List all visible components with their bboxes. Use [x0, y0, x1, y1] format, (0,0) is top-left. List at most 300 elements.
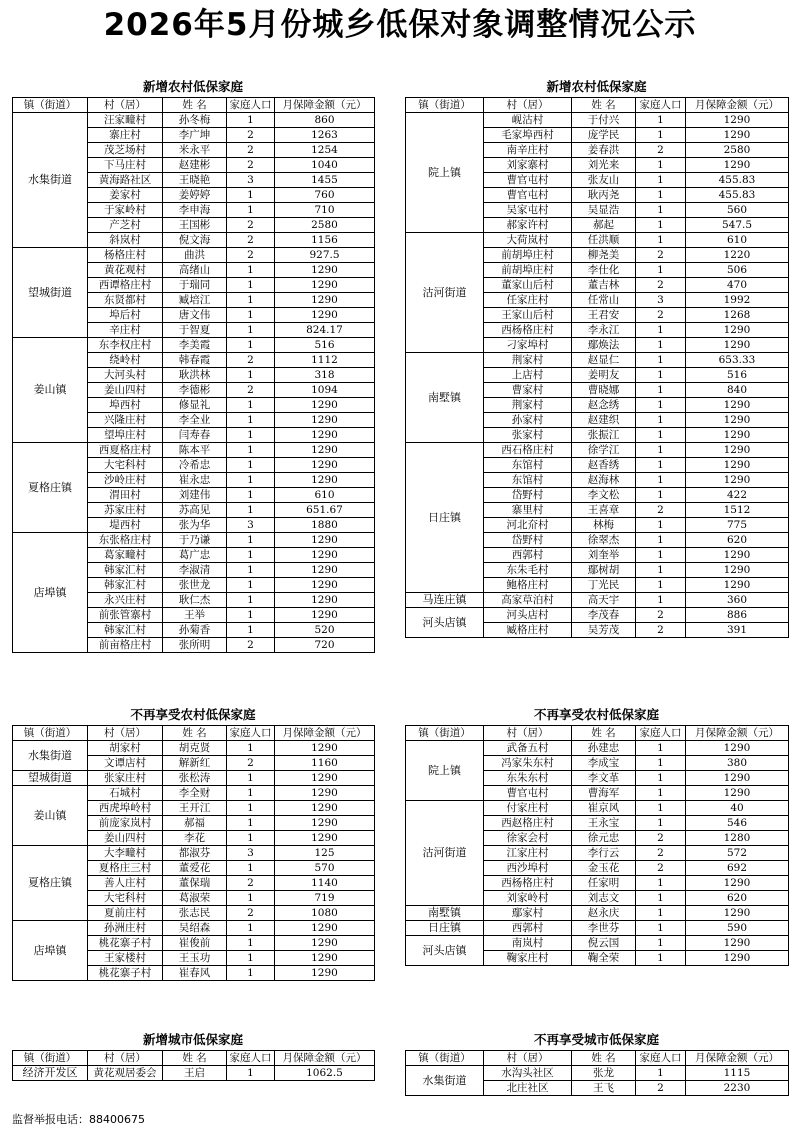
amount-cell: 1290 — [686, 771, 789, 786]
household-size-cell: 2 — [636, 278, 686, 293]
town-cell: 店埠镇 — [13, 921, 88, 981]
amount-cell: 1290 — [275, 936, 375, 951]
name-cell: 徐翠杰 — [572, 533, 636, 548]
table-row — [406, 936, 789, 951]
village-cell: 郝家许村 — [484, 218, 572, 233]
amount-cell: 1290 — [275, 428, 375, 443]
name-cell: 王君安 — [572, 308, 636, 323]
amount-cell: 1156 — [275, 233, 375, 248]
household-size-cell: 1 — [227, 503, 275, 518]
name-cell: 张友山 — [572, 173, 636, 188]
village-cell: 徐家会村 — [484, 831, 572, 846]
household-size-cell: 1 — [636, 548, 686, 563]
amount-cell: 1290 — [686, 338, 789, 353]
amount-cell: 1290 — [686, 741, 789, 756]
amount-cell: 1290 — [275, 801, 375, 816]
amount-cell: 1290 — [275, 741, 375, 756]
household-size-cell: 1 — [227, 473, 275, 488]
household-size-cell: 2 — [636, 248, 686, 263]
amount-cell: 2230 — [686, 1081, 789, 1096]
village-cell: 刁家埠村 — [484, 338, 572, 353]
household-size-cell: 1 — [636, 383, 686, 398]
village-cell: 东张格庄村 — [88, 533, 163, 548]
amount-cell: 1290 — [275, 951, 375, 966]
household-size-cell: 1 — [227, 771, 275, 786]
amount-cell: 1280 — [686, 831, 789, 846]
household-size-cell: 1 — [636, 921, 686, 936]
table-row — [406, 593, 789, 608]
amount-cell: 2580 — [686, 143, 789, 158]
name-cell: 王开江 — [163, 801, 227, 816]
name-cell: 徐学江 — [572, 443, 636, 458]
name-cell: 赵建织 — [572, 413, 636, 428]
header-town: 镇（街道） — [406, 726, 484, 741]
village-cell: 姜家村 — [88, 188, 163, 203]
household-size-cell: 1 — [636, 128, 686, 143]
village-cell: 岱野村 — [484, 488, 572, 503]
name-cell: 张世龙 — [163, 578, 227, 593]
amount-cell: 1263 — [275, 128, 375, 143]
village-cell: 大荷岚村 — [484, 233, 572, 248]
table-row — [406, 353, 789, 368]
village-cell: 桃花寨子村 — [88, 936, 163, 951]
name-cell: 王飞 — [572, 1081, 636, 1096]
town-cell: 南墅镇 — [406, 906, 484, 921]
household-size-cell: 2 — [636, 831, 686, 846]
amount-cell: 1290 — [275, 563, 375, 578]
amount-cell: 1268 — [686, 308, 789, 323]
town-cell: 水集街道 — [13, 113, 88, 248]
name-cell: 张龙 — [572, 1066, 636, 1081]
name-cell: 修显礼 — [163, 398, 227, 413]
village-cell: 孙家村 — [484, 413, 572, 428]
amount-cell: 860 — [275, 113, 375, 128]
village-cell: 绕岭村 — [88, 353, 163, 368]
household-size-cell: 2 — [636, 503, 686, 518]
household-size-cell: 1 — [227, 488, 275, 503]
amount-cell: 1290 — [686, 458, 789, 473]
village-cell: 董家山后村 — [484, 278, 572, 293]
village-cell: 杨格庄村 — [88, 248, 163, 263]
table-row — [13, 846, 375, 861]
village-cell: 上店村 — [484, 368, 572, 383]
village-cell: 曹官屯村 — [484, 786, 572, 801]
household-size-cell: 2 — [227, 158, 275, 173]
section-removed-urban — [405, 1030, 788, 1096]
household-size-cell: 1 — [227, 323, 275, 338]
section-new-rural-right — [405, 77, 788, 638]
amount-cell: 360 — [686, 593, 789, 608]
amount-cell: 40 — [686, 801, 789, 816]
amount-cell: 1080 — [275, 906, 375, 921]
village-cell: 前亩格庄村 — [88, 638, 163, 653]
household-size-cell: 1 — [227, 921, 275, 936]
village-cell: 斜岚村 — [88, 233, 163, 248]
section-title: 新增城市低保家庭 — [142, 1032, 243, 1047]
town-cell: 夏格庄镇 — [13, 443, 88, 533]
name-cell: 曲洪 — [163, 248, 227, 263]
name-cell: 李花 — [163, 831, 227, 846]
household-size-cell: 1 — [636, 368, 686, 383]
household-size-cell: 1 — [227, 428, 275, 443]
village-cell: 刘家岭村 — [484, 891, 572, 906]
household-size-cell: 2 — [636, 1081, 686, 1096]
table-row — [406, 1066, 789, 1081]
village-cell: 西郭村 — [484, 921, 572, 936]
name-cell: 张振江 — [572, 428, 636, 443]
hotline-footer: 监督举报电话：88400675 — [12, 1113, 145, 1126]
table-header-row — [13, 726, 375, 741]
household-size-cell: 2 — [227, 248, 275, 263]
household-size-cell: 1 — [636, 218, 686, 233]
name-cell: 王喜章 — [572, 503, 636, 518]
table-row — [13, 443, 375, 458]
village-cell: 鄢家村 — [484, 906, 572, 921]
village-cell: 王家楼村 — [88, 951, 163, 966]
name-cell: 崔春风 — [163, 966, 227, 981]
amount-cell: 1290 — [275, 278, 375, 293]
village-cell: 王家山后村 — [484, 308, 572, 323]
amount-cell: 719 — [275, 891, 375, 906]
amount-cell: 775 — [686, 518, 789, 533]
name-cell: 姜明友 — [572, 368, 636, 383]
village-cell: 高家草泊村 — [484, 593, 572, 608]
name-cell: 赵建彬 — [163, 158, 227, 173]
name-cell: 倪云国 — [572, 936, 636, 951]
name-cell: 任洪顺 — [572, 233, 636, 248]
amount-cell: 1220 — [686, 248, 789, 263]
village-cell: 大宅科村 — [88, 891, 163, 906]
amount-cell: 1290 — [275, 308, 375, 323]
household-size-cell: 1 — [227, 1066, 275, 1081]
name-cell: 崔京风 — [572, 801, 636, 816]
table-row — [13, 338, 375, 353]
section-title: 新增农村低保家庭 — [142, 79, 243, 94]
village-cell: 毛家埠西村 — [484, 128, 572, 143]
name-cell: 耿洪林 — [163, 368, 227, 383]
name-cell: 任家明 — [572, 876, 636, 891]
name-cell: 耿仁杰 — [163, 593, 227, 608]
name-cell: 于瑞同 — [163, 278, 227, 293]
name-cell: 李淑清 — [163, 563, 227, 578]
household-size-cell: 1 — [227, 786, 275, 801]
name-cell: 陈本平 — [163, 443, 227, 458]
table-row — [406, 113, 789, 128]
header-town: 镇（街道） — [13, 98, 88, 113]
amount-cell: 1290 — [275, 263, 375, 278]
amount-cell: 570 — [275, 861, 375, 876]
household-size-cell: 1 — [636, 756, 686, 771]
header-household-size: 家庭人口 — [227, 98, 275, 113]
household-size-cell: 1 — [227, 801, 275, 816]
header-household-size: 家庭人口 — [636, 1051, 686, 1066]
amount-cell: 1455 — [275, 173, 375, 188]
amount-cell: 1140 — [275, 876, 375, 891]
amount-cell: 1290 — [686, 113, 789, 128]
amount-cell: 1290 — [275, 831, 375, 846]
household-size-cell: 2 — [227, 128, 275, 143]
name-cell: 鞠全荣 — [572, 951, 636, 966]
header-household-size: 家庭人口 — [636, 726, 686, 741]
amount-cell: 1094 — [275, 383, 375, 398]
amount-cell: 470 — [686, 278, 789, 293]
header-village: 村（居） — [484, 726, 572, 741]
amount-cell: 1290 — [686, 398, 789, 413]
household-size-cell: 1 — [636, 578, 686, 593]
household-size-cell: 1 — [227, 891, 275, 906]
header-monthly-amount: 月保障金额（元） — [686, 1051, 789, 1066]
village-cell: 东朱毛村 — [484, 563, 572, 578]
household-size-cell: 2 — [227, 383, 275, 398]
household-size-cell: 1 — [636, 801, 686, 816]
name-cell: 刘光来 — [572, 158, 636, 173]
village-cell: 任家庄村 — [484, 293, 572, 308]
header-name: 姓 名 — [163, 726, 227, 741]
village-cell: 辛庄村 — [88, 323, 163, 338]
amount-cell: 1290 — [686, 876, 789, 891]
household-size-cell: 3 — [227, 518, 275, 533]
header-village: 村（居） — [88, 98, 163, 113]
amount-cell: 1290 — [686, 323, 789, 338]
section-title: 不再享受农村低保家庭 — [130, 707, 256, 722]
name-cell: 董吉林 — [572, 278, 636, 293]
amount-cell: 391 — [686, 623, 789, 638]
amount-cell: 1290 — [686, 578, 789, 593]
table-row — [406, 741, 789, 756]
amount-cell: 824.17 — [275, 323, 375, 338]
amount-cell: 422 — [686, 488, 789, 503]
amount-cell: 1290 — [686, 906, 789, 921]
name-cell: 于付兴 — [572, 113, 636, 128]
name-cell: 臧培江 — [163, 293, 227, 308]
village-cell: 石城村 — [88, 786, 163, 801]
name-cell: 李美霞 — [163, 338, 227, 353]
name-cell: 吴显浩 — [572, 203, 636, 218]
amount-cell: 455.83 — [686, 188, 789, 203]
household-size-cell: 1 — [227, 816, 275, 831]
section-title: 新增农村低保家庭 — [546, 79, 647, 94]
name-cell: 丁光民 — [572, 578, 636, 593]
household-size-cell: 1 — [227, 741, 275, 756]
amount-cell: 1290 — [686, 786, 789, 801]
amount-cell: 1290 — [275, 458, 375, 473]
village-cell: 东朱东村 — [484, 771, 572, 786]
village-cell: 堤西村 — [88, 518, 163, 533]
name-cell: 张松涛 — [163, 771, 227, 786]
name-cell: 李广坤 — [163, 128, 227, 143]
town-cell: 水集街道 — [13, 741, 88, 771]
name-cell: 吴绍森 — [163, 921, 227, 936]
amount-cell: 1040 — [275, 158, 375, 173]
village-cell: 渭田村 — [88, 488, 163, 503]
amount-cell: 651.67 — [275, 503, 375, 518]
household-size-cell: 1 — [227, 263, 275, 278]
section-new-rural-left — [12, 77, 374, 653]
amount-cell: 692 — [686, 861, 789, 876]
household-size-cell: 1 — [636, 533, 686, 548]
table-row — [406, 233, 789, 248]
amount-cell: 1290 — [275, 966, 375, 981]
household-size-cell: 1 — [227, 338, 275, 353]
amount-cell: 1062.5 — [275, 1066, 375, 1081]
village-cell: 韩家汇村 — [88, 578, 163, 593]
amount-cell: 1290 — [275, 593, 375, 608]
name-cell: 王永宝 — [572, 816, 636, 831]
household-size-cell: 1 — [636, 413, 686, 428]
section-title: 不再享受农村低保家庭 — [533, 707, 659, 722]
name-cell: 张为华 — [163, 518, 227, 533]
amount-cell: 1290 — [686, 936, 789, 951]
name-cell: 王玉功 — [163, 951, 227, 966]
roster-table — [405, 97, 789, 638]
household-size-cell: 1 — [227, 458, 275, 473]
village-cell: 刘家寨村 — [484, 158, 572, 173]
household-size-cell: 1 — [636, 158, 686, 173]
name-cell: 林梅 — [572, 518, 636, 533]
village-cell: 寨里村 — [484, 503, 572, 518]
amount-cell: 455.83 — [686, 173, 789, 188]
amount-cell: 1290 — [275, 608, 375, 623]
household-size-cell: 1 — [227, 608, 275, 623]
name-cell: 李德彬 — [163, 383, 227, 398]
name-cell: 唐文伟 — [163, 308, 227, 323]
village-cell: 西虎埠岭村 — [88, 801, 163, 816]
name-cell: 郝福 — [163, 816, 227, 831]
town-cell: 院上镇 — [406, 113, 484, 233]
household-size-cell: 1 — [227, 563, 275, 578]
village-cell: 臧格庄村 — [484, 623, 572, 638]
name-cell: 李世芬 — [572, 921, 636, 936]
name-cell: 郝起 — [572, 218, 636, 233]
amount-cell: 1112 — [275, 353, 375, 368]
village-cell: 埠后村 — [88, 308, 163, 323]
town-cell: 望城街道 — [13, 248, 88, 338]
amount-cell: 620 — [686, 533, 789, 548]
town-cell: 日庄镇 — [406, 443, 484, 593]
village-cell: 前胡埠庄村 — [484, 248, 572, 263]
section-removed-rural-right — [405, 705, 788, 966]
table-row — [406, 906, 789, 921]
household-size-cell: 1 — [636, 113, 686, 128]
village-cell: 桃花寨子村 — [88, 966, 163, 981]
household-size-cell: 1 — [636, 906, 686, 921]
name-cell: 王晓艳 — [163, 173, 227, 188]
amount-cell: 1290 — [686, 158, 789, 173]
household-size-cell: 2 — [227, 353, 275, 368]
household-size-cell: 1 — [636, 1066, 686, 1081]
village-cell: 西谭格庄村 — [88, 278, 163, 293]
header-name: 姓 名 — [163, 1051, 227, 1066]
section-new-urban — [12, 1030, 374, 1081]
village-cell: 张家村 — [484, 428, 572, 443]
name-cell: 葛淑荣 — [163, 891, 227, 906]
village-cell: 产芝村 — [88, 218, 163, 233]
household-size-cell: 1 — [227, 623, 275, 638]
village-cell: 荆家村 — [484, 398, 572, 413]
household-size-cell: 1 — [636, 876, 686, 891]
village-cell: 前胡埠庄村 — [484, 263, 572, 278]
village-cell: 兴隆庄村 — [88, 413, 163, 428]
amount-cell: 710 — [275, 203, 375, 218]
table-header-row — [13, 1051, 375, 1066]
roster-table — [405, 1050, 789, 1096]
household-size-cell: 1 — [636, 473, 686, 488]
amount-cell: 1290 — [275, 548, 375, 563]
amount-cell: 653.33 — [686, 353, 789, 368]
name-cell: 李全财 — [163, 786, 227, 801]
amount-cell: 380 — [686, 756, 789, 771]
village-cell: 水沟头社区 — [484, 1066, 572, 1081]
town-cell: 河头店镇 — [406, 936, 484, 966]
household-size-cell: 1 — [636, 563, 686, 578]
amount-cell: 610 — [686, 233, 789, 248]
village-cell: 韩家汇村 — [88, 623, 163, 638]
household-size-cell: 1 — [227, 593, 275, 608]
town-cell: 店埠镇 — [13, 533, 88, 653]
household-size-cell: 1 — [227, 861, 275, 876]
household-size-cell: 2 — [227, 143, 275, 158]
amount-cell: 318 — [275, 368, 375, 383]
household-size-cell: 1 — [636, 173, 686, 188]
roster-table — [12, 1050, 375, 1081]
amount-cell: 1290 — [275, 578, 375, 593]
amount-cell: 516 — [686, 368, 789, 383]
name-cell: 金玉花 — [572, 861, 636, 876]
header-household-size: 家庭人口 — [227, 1051, 275, 1066]
household-size-cell: 2 — [227, 638, 275, 653]
header-monthly-amount: 月保障金额（元） — [686, 98, 789, 113]
household-size-cell: 1 — [636, 233, 686, 248]
household-size-cell: 1 — [636, 398, 686, 413]
header-name: 姓 名 — [163, 98, 227, 113]
header-village: 村（居） — [484, 1051, 572, 1066]
household-size-cell: 1 — [636, 816, 686, 831]
town-cell: 夏格庄镇 — [13, 846, 88, 921]
household-size-cell: 1 — [636, 593, 686, 608]
amount-cell: 520 — [275, 623, 375, 638]
table-row — [13, 533, 375, 548]
town-cell: 沽河街道 — [406, 233, 484, 353]
table-row — [406, 608, 789, 623]
name-cell: 李成宝 — [572, 756, 636, 771]
village-cell: 北庄社区 — [484, 1081, 572, 1096]
household-size-cell: 1 — [227, 936, 275, 951]
amount-cell: 1880 — [275, 518, 375, 533]
amount-cell: 1290 — [686, 128, 789, 143]
village-cell: 吴家屯村 — [484, 203, 572, 218]
village-cell: 汪家疃村 — [88, 113, 163, 128]
header-household-size: 家庭人口 — [636, 98, 686, 113]
household-size-cell: 1 — [227, 308, 275, 323]
amount-cell: 2580 — [275, 218, 375, 233]
town-cell: 水集街道 — [406, 1066, 484, 1096]
header-town: 镇（街道） — [406, 1051, 484, 1066]
name-cell: 赵海林 — [572, 473, 636, 488]
village-cell: 于家岭村 — [88, 203, 163, 218]
amount-cell: 1290 — [686, 951, 789, 966]
name-cell: 张志民 — [163, 906, 227, 921]
household-size-cell: 1 — [227, 831, 275, 846]
amount-cell: 840 — [686, 383, 789, 398]
header-household-size: 家庭人口 — [227, 726, 275, 741]
section-removed-rural-left — [12, 705, 374, 981]
table-row — [406, 801, 789, 816]
household-size-cell: 1 — [227, 966, 275, 981]
roster-table — [12, 725, 375, 981]
amount-cell: 1290 — [686, 473, 789, 488]
household-size-cell: 1 — [636, 353, 686, 368]
name-cell: 崔永忠 — [163, 473, 227, 488]
